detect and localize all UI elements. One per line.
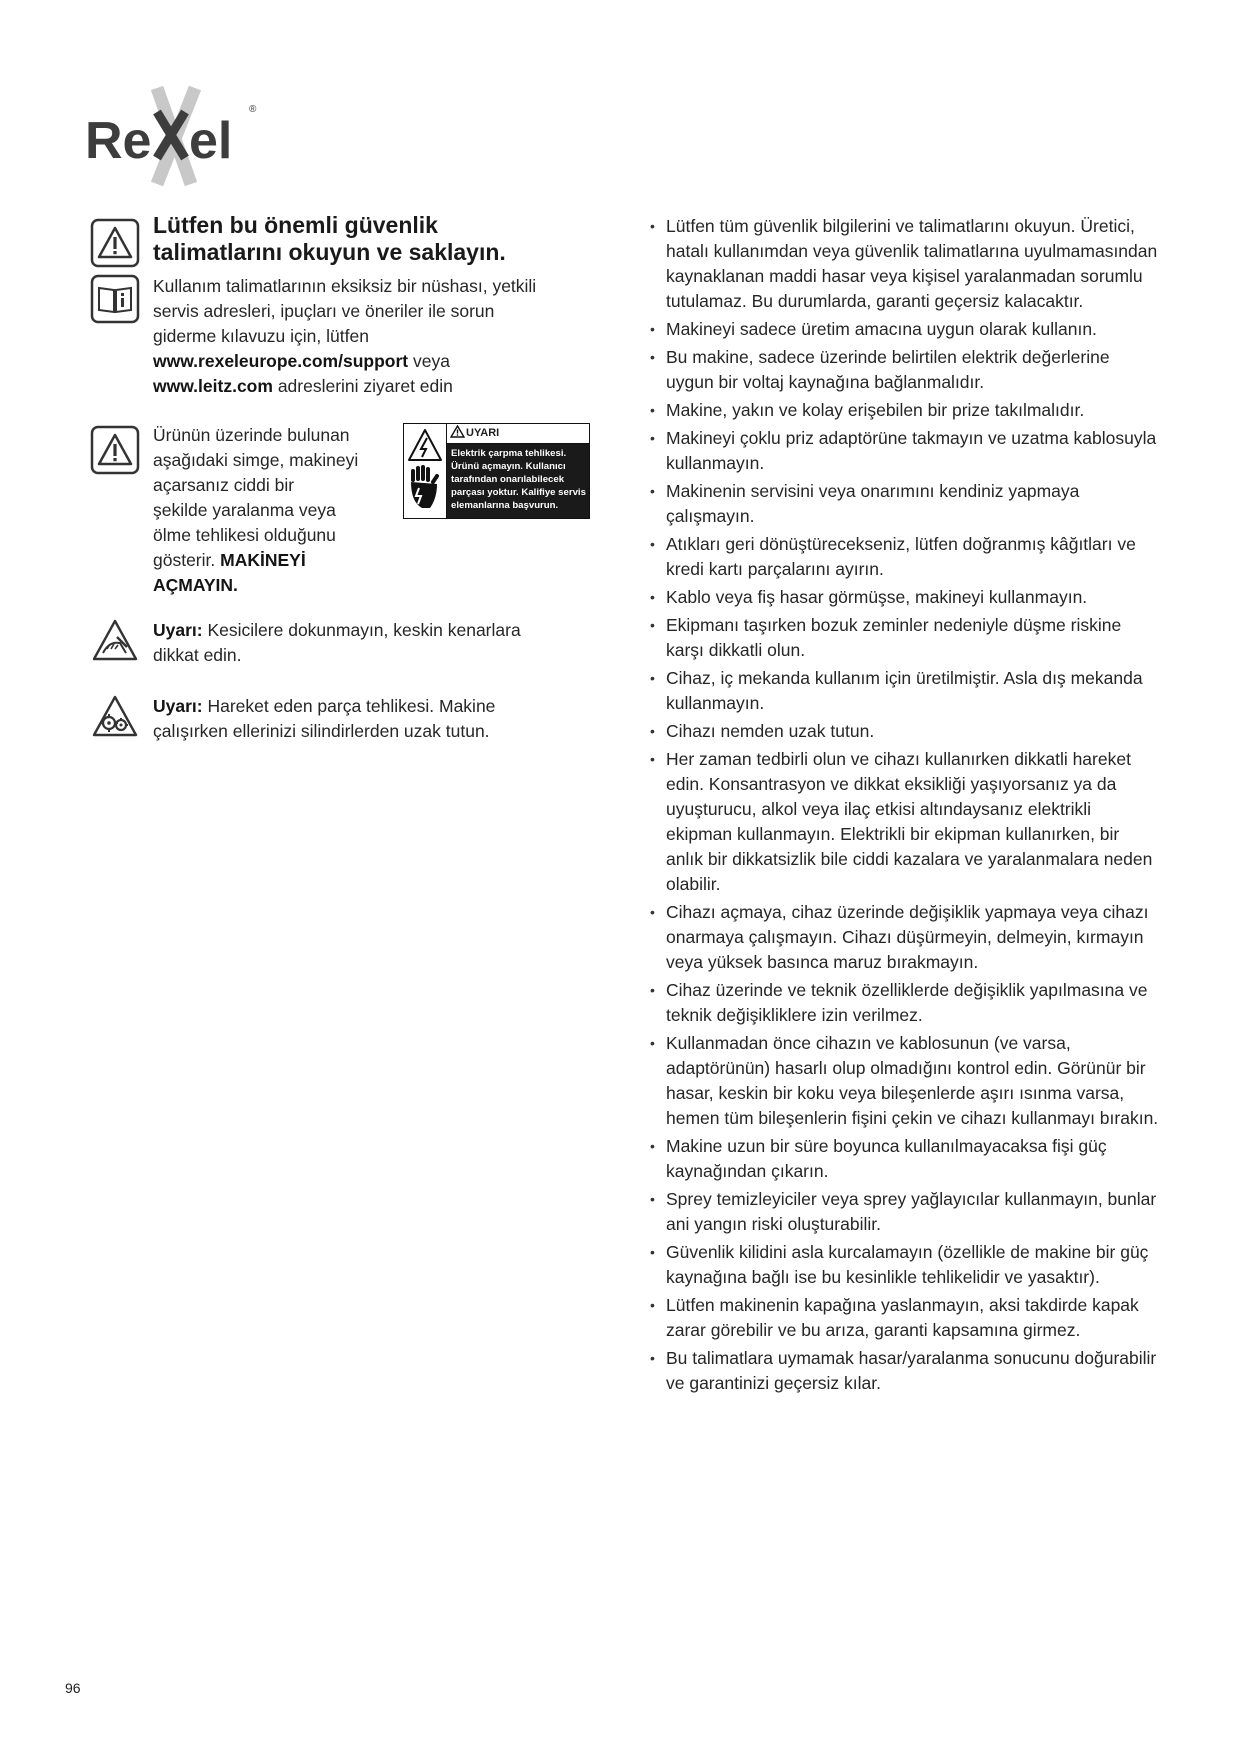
bullet-icon: •: [650, 430, 655, 446]
list-item: [650, 479, 1160, 529]
moving-parts-line: çalışırken ellerinizi silindirlerden uzak tutun.: [153, 721, 490, 741]
electric-shock-warning-label: [403, 423, 590, 519]
label-line: Elektrik çarpma tehlikesi.: [451, 448, 567, 459]
list-item: [650, 900, 1160, 975]
closing-text: adreslerini ziyaret edin: [277, 376, 453, 396]
list-item: [650, 666, 1160, 716]
bullet-icon: •: [650, 402, 655, 418]
list-item: [650, 585, 1160, 610]
list-item: [650, 317, 1160, 342]
bullet-icon: •: [650, 1297, 655, 1313]
intro-text-line3: giderme kılavuzu için, lütfen: [153, 326, 369, 346]
intro-title-line2: talimatlarını okuyun ve saklayın.: [153, 239, 506, 265]
symbol-warning-line: şekilde yaralanma veya: [153, 500, 336, 520]
warning-triangle-icon: [450, 425, 465, 438]
moving-parts-hazard-icon: [90, 692, 140, 747]
intro-title-line1: Lütfen bu önemli güvenlik: [153, 212, 438, 238]
do-not-open-text: MAKİNEYİ: [220, 550, 306, 570]
blade-warning-text: [153, 618, 610, 668]
list-item: [650, 1134, 1160, 1184]
moving-parts-warning-text: [153, 694, 610, 744]
bullet-icon: •: [650, 349, 655, 365]
list-item: [650, 426, 1160, 476]
svg-text:Re: Re: [85, 112, 152, 170]
list-item: [650, 719, 1160, 744]
list-item-text: Cihazı açmaya, cihaz üzerinde değişiklik yapmaya veya cihazı onarmaya çalışmayın. Cihazı düşürmeyin, delmeyin, kırmayın veya yüksek basınca maruz bırakmayın.: [666, 902, 1149, 972]
list-item-text: Makine uzun bir süre boyunca kullanılmayacaksa fişi güç kaynağından çıkarın.: [666, 1136, 1107, 1181]
bullet-icon: •: [650, 1035, 655, 1051]
list-item-text: Cihazı nemden uzak tutun.: [666, 721, 875, 741]
intro-text: [153, 274, 610, 399]
moving-parts-warning-block: [90, 694, 610, 744]
list-item-text: Kablo veya fiş hasar görmüşse, makineyi kullanmayın.: [666, 587, 1088, 607]
label-header-text: UYARI: [466, 427, 500, 439]
label-line: parçası yoktur. Kalifiye servis: [451, 487, 586, 498]
rexel-logo: [85, 84, 285, 194]
list-item-text: Makineyi çoklu priz adaptörüne takmayın ve uzatma kablosuyla kullanmayın.: [666, 428, 1157, 473]
moving-parts-line: Hareket eden parça tehlikesi. Makine: [207, 696, 496, 716]
symbol-warning-text: [153, 423, 398, 598]
list-item-text: Cihaz üzerinde ve teknik özelliklerde değişiklik yapılmasına ve teknik değişikliklere izin verilmez.: [666, 980, 1148, 1025]
warning-triangle-icon: [90, 425, 140, 480]
label-line: tarafından onarılabilecek: [451, 474, 565, 485]
symbol-warning-line: ölme tehlikesi olduğunu: [153, 525, 336, 545]
intro-text-line2: servis adresleri, ipuçları ve öneriler ile sorun: [153, 301, 495, 321]
intro-text-line1: Kullanım talimatlarının eksiksiz bir nüshası, yetkili: [153, 276, 537, 296]
symbol-warning-line: gösterir.: [153, 550, 216, 570]
bullet-icon: •: [650, 723, 655, 739]
list-item: [650, 214, 1160, 314]
list-item-text: Bu talimatlara uymamak hasar/yaralanma sonucunu doğurabilir ve garantinizi geçersiz kılar.: [666, 1348, 1157, 1393]
bullet-icon: •: [650, 617, 655, 633]
bullet-icon: •: [650, 1350, 655, 1366]
list-item: [650, 978, 1160, 1028]
warning-label: Uyarı:: [153, 620, 203, 640]
bullet-icon: •: [650, 483, 655, 499]
connector-text: veya: [412, 351, 450, 371]
blade-warning-line: dikkat edin.: [153, 645, 242, 665]
symbol-warning-line: aşağıdaki simge, makineyi: [153, 450, 359, 470]
bullet-icon: •: [650, 1191, 655, 1207]
warning-label: Uyarı:: [153, 696, 203, 716]
safety-instructions-column: [650, 214, 1160, 1399]
label-body: [447, 444, 589, 518]
page-number: 96: [65, 1680, 81, 1696]
manual-info-icon: [90, 274, 140, 329]
bullet-icon: •: [650, 1138, 655, 1154]
symbol-warning-line: Ürünün üzerinde bulunan: [153, 425, 350, 445]
list-item-text: Atıkları geri dönüştürecekseniz, lütfen doğranmış kâğıtları ve kredi kartı parçalarını ayırın.: [666, 534, 1136, 579]
left-column: [90, 212, 610, 744]
list-item: [650, 1293, 1160, 1343]
list-item-text: Bu makine, sadece üzerinde belirtilen elektrik değerlerine uygun bir voltaj kaynağına bağlanmalıdır.: [666, 347, 1110, 392]
list-item-text: Her zaman tedbirli olun ve cihazı kullanırken dikkatli hareket edin. Konsantrasyon ve dikkat eksikliği yaşıyorsanız ya da uyuşturucu, alkol veya ilaç etkisi altındaysanız elektrikli ekipman kullanmayın. Elektrikli bir ekipman kullanırken, bir anlık bir dikkatsizlik bile ciddi kazalara ve yaralanmalara neden olabilir.: [666, 749, 1153, 894]
list-item: [650, 747, 1160, 897]
list-item-text: Ekipmanı taşırken bozuk zeminler nedeniyle düşme riskine karşı dikkatli olun.: [666, 615, 1122, 660]
list-item-text: Makinenin servisini veya onarımını kendiniz yapmaya çalışmayın.: [666, 481, 1080, 526]
bullet-icon: •: [650, 751, 655, 767]
bullet-icon: •: [650, 589, 655, 605]
do-not-open-text: AÇMAYIN.: [153, 575, 238, 595]
list-item-text: Lütfen makinenin kapağına yaslanmayın, aksi takdirde kapak zarar görebilir ve bu arıza, garanti kapsamına girmez.: [666, 1295, 1139, 1340]
bullet-icon: •: [650, 218, 655, 234]
leitz-url[interactable]: www.leitz.com: [153, 376, 273, 396]
label-icons: [404, 424, 447, 518]
symbol-warning-block: [90, 423, 610, 598]
list-item: [650, 613, 1160, 663]
label-line: elemanlarına başvurun.: [451, 500, 559, 511]
list-item-text: Cihaz, iç mekanda kullanım için üretilmiştir. Asla dış mekanda kullanmayın.: [666, 668, 1143, 713]
intro-title: [153, 212, 610, 266]
list-item-text: Sprey temizleyiciler veya sprey yağlayıcılar kullanmayın, bunlar ani yangın riski oluşturabilir.: [666, 1189, 1157, 1234]
warning-triangle-icon: [90, 218, 140, 273]
list-item: [650, 1240, 1160, 1290]
bullet-icon: •: [650, 670, 655, 686]
list-item-text: Makineyi sadece üretim amacına uygun olarak kullanın.: [666, 319, 1097, 339]
registered-mark: ®: [249, 104, 257, 115]
support-url[interactable]: www.rexeleurope.com/support: [153, 351, 409, 371]
blade-warning-block: [90, 618, 610, 668]
intro-block: [90, 212, 610, 399]
blade-warning-line: Kesicilere dokunmayın, keskin kenarlara: [207, 620, 521, 640]
bullet-icon: •: [650, 982, 655, 998]
list-item-text: Güvenlik kilidini asla kurcalamayın (özellikle de makine bir güç kaynağına bağlı ise bu kesinlikle tehlikelidir ve yasaktır).: [666, 1242, 1149, 1287]
blade-hazard-icon: [90, 616, 140, 671]
list-item: [650, 1031, 1160, 1131]
list-item: [650, 1187, 1160, 1237]
list-item: [650, 532, 1160, 582]
bullet-icon: •: [650, 536, 655, 552]
list-item: [650, 1346, 1160, 1396]
bullet-icon: •: [650, 904, 655, 920]
list-item: [650, 345, 1160, 395]
symbol-warning-line: açarsanız ciddi bir: [153, 475, 295, 495]
bullet-icon: •: [650, 1244, 655, 1260]
label-line: Ürünü açmayın. Kullanıcı: [451, 461, 566, 472]
list-item-text: Kullanmadan önce cihazın ve kablosunun (ve varsa, adaptörünün) hasarlı olup olmadığını kontrol edin. Görünür bir hasar, keskin bir koku veya bileşenlerde aşırı ısınma varsa, hemen tüm bileşenlerin fişini çekin ve cihazı kullanmayı bırakın.: [666, 1033, 1159, 1128]
list-item-text: Lütfen tüm güvenlik bilgilerini ve talimatlarını okuyun. Üretici, hatalı kullanımdan veya güvenlik talimatlarına uyulmamasından kaynaklanan maddi hasar veya kişisel yaralanmadan sorumlu tutulamaz. Bu durumlarda, garanti geçersiz kalacaktır.: [666, 216, 1158, 311]
safety-list: [650, 214, 1160, 1396]
svg-text:el: el: [189, 112, 233, 170]
bullet-icon: •: [650, 321, 655, 337]
label-header: [447, 424, 589, 444]
list-item: [650, 398, 1160, 423]
list-item-text: Makine, yakın ve kolay erişebilen bir prize takılmalıdır.: [666, 400, 1085, 420]
